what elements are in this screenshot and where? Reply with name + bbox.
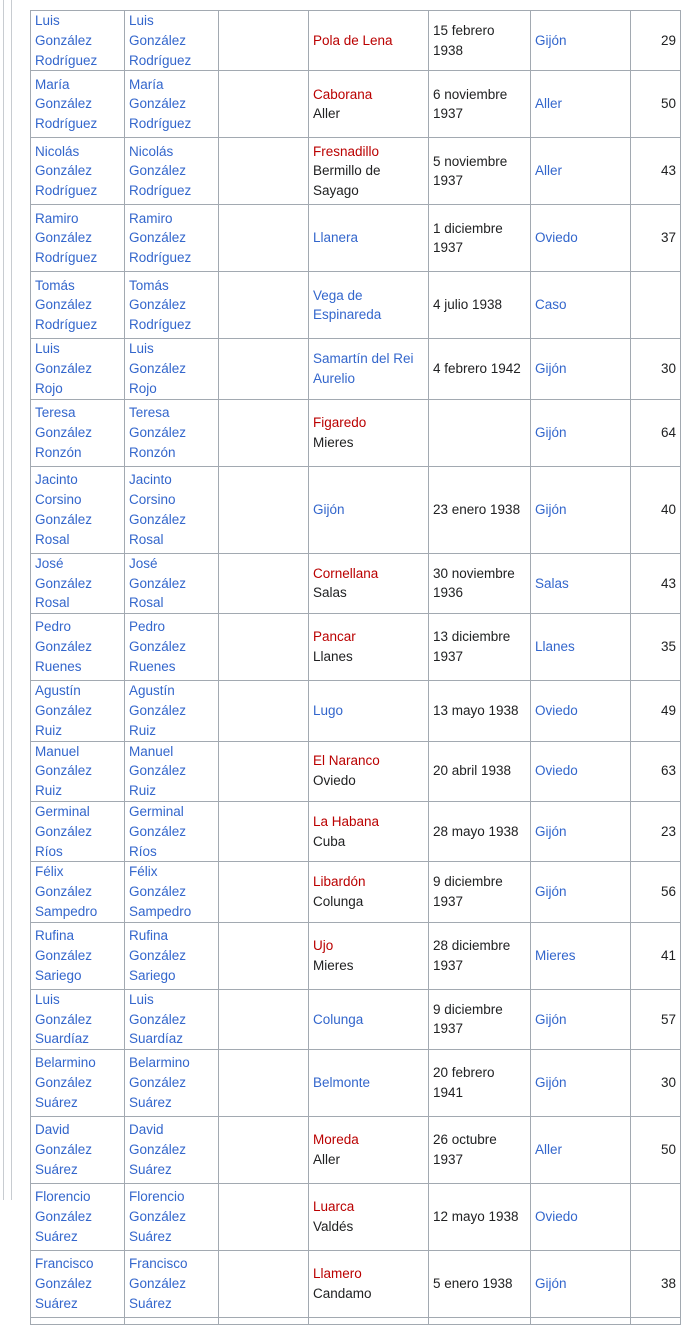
place-sub-link[interactable]: Oviedo <box>313 773 356 789</box>
place-sub-link[interactable]: Aller <box>313 1152 341 1168</box>
council-cell[interactable]: Oviedo <box>531 681 631 741</box>
table-row <box>31 399 681 466</box>
name-cell[interactable]: Félix González Sampedro <box>31 862 125 922</box>
empty-cell <box>219 205 309 272</box>
place-cell[interactable] <box>309 205 429 272</box>
date-cell <box>429 1318 531 1325</box>
age-cell: 50 <box>631 71 681 138</box>
name-cell[interactable]: Tomás González Rodríguez <box>31 272 125 339</box>
place-link[interactable]: Luarca <box>313 1199 355 1215</box>
table-row <box>31 205 681 272</box>
place-link[interactable]: Figaredo <box>313 414 367 430</box>
left-gutter <box>0 0 12 1200</box>
table-row <box>31 989 681 1049</box>
place-cell[interactable] <box>309 138 429 205</box>
alias-cell[interactable]: David González Suárez <box>125 1117 219 1184</box>
age-cell: 43 <box>631 553 681 613</box>
name-cell[interactable]: Germinal González Ríos <box>31 801 125 861</box>
place-link[interactable]: Pancar <box>313 629 356 645</box>
alias-cell[interactable]: Francisco González Suárez <box>125 1251 219 1318</box>
place-link[interactable]: Libardón <box>313 874 366 890</box>
council-cell[interactable]: Salas <box>531 553 631 613</box>
date-cell: 4 febrero 1942 <box>429 339 531 399</box>
council-cell[interactable]: Aller <box>531 138 631 205</box>
table-row <box>31 71 681 138</box>
empty-cell <box>219 339 309 399</box>
place-cell[interactable] <box>309 741 429 801</box>
date-cell: 20 febrero 1941 <box>429 1050 531 1117</box>
place-sub-link[interactable]: Llanes <box>313 649 353 665</box>
alias-cell[interactable]: Luis González Rodríguez <box>125 11 219 71</box>
name-cell[interactable]: Teresa González Ronzón <box>31 399 125 466</box>
table-body <box>31 11 681 1325</box>
date-cell: 20 abril 1938 <box>429 741 531 801</box>
name-cell[interactable]: José González Rosal <box>31 553 125 613</box>
place-cell[interactable] <box>309 553 429 613</box>
table-row <box>31 272 681 339</box>
council-cell[interactable]: Gijón <box>531 466 631 553</box>
age-cell: 49 <box>631 681 681 741</box>
empty-cell <box>219 1050 309 1117</box>
place-sub-link[interactable]: Bermillo de Sayago <box>313 163 381 199</box>
empty-cell <box>219 681 309 741</box>
council-cell[interactable]: Gijón <box>531 1050 631 1117</box>
name-cell[interactable]: Manuel González Ruiz <box>31 741 125 801</box>
table-row <box>31 614 681 681</box>
date-cell: 9 diciembre 1937 <box>429 989 531 1049</box>
empty-cell <box>219 801 309 861</box>
place-sub-link[interactable]: Cuba <box>313 833 346 849</box>
gutter-divider <box>3 0 4 1200</box>
empty-cell <box>219 1251 309 1318</box>
age-cell <box>631 272 681 339</box>
place-link[interactable]: Pola de Lena <box>313 32 393 48</box>
age-cell: 64 <box>631 399 681 466</box>
place-link[interactable]: Colunga <box>313 1011 364 1027</box>
place-link[interactable]: Cornellana <box>313 565 379 581</box>
council-cell[interactable]: Caso <box>531 272 631 339</box>
place-cell[interactable] <box>309 11 429 71</box>
alias-cell[interactable]: Tomás González Rodríguez <box>125 272 219 339</box>
empty-cell <box>219 989 309 1049</box>
table-row <box>31 801 681 861</box>
place-cell[interactable] <box>309 339 429 399</box>
place-cell[interactable] <box>309 681 429 741</box>
place-cell[interactable] <box>309 614 429 681</box>
name-cell[interactable]: Luis González Suardíaz <box>31 989 125 1049</box>
table-row <box>31 1050 681 1117</box>
alias-cell[interactable]: Luis González Rojo <box>125 339 219 399</box>
place-cell[interactable] <box>309 922 429 989</box>
council-cell[interactable]: Aller <box>531 71 631 138</box>
age-cell: 38 <box>631 1251 681 1318</box>
council-cell[interactable]: Oviedo <box>531 205 631 272</box>
empty-cell <box>219 1117 309 1184</box>
name-cell[interactable]: María González Rodríguez <box>31 71 125 138</box>
date-cell: 1 diciembre 1937 <box>429 205 531 272</box>
date-cell: 15 febrero 1938 <box>429 11 531 71</box>
age-cell: 50 <box>631 1117 681 1184</box>
date-cell: 13 diciembre 1937 <box>429 614 531 681</box>
place-link[interactable]: Belmonte <box>313 1075 371 1091</box>
alias-cell[interactable]: Agustín González Ruiz <box>125 681 219 741</box>
place-link[interactable]: Gijón <box>313 501 345 517</box>
alias-cell[interactable]: Jacinto Corsino González Rosal <box>125 466 219 553</box>
alias-cell[interactable]: Florencio González Suárez <box>125 1184 219 1251</box>
place-sub-link[interactable]: Colunga <box>313 894 364 910</box>
place-cell[interactable] <box>309 801 429 861</box>
place-cell[interactable] <box>309 272 429 339</box>
date-cell: 12 mayo 1938 <box>429 1184 531 1251</box>
council-cell[interactable]: Gijón <box>531 989 631 1049</box>
table-row <box>31 1184 681 1251</box>
empty-cell <box>219 399 309 466</box>
alias-cell[interactable]: José González Rosal <box>125 553 219 613</box>
place-cell[interactable] <box>309 1050 429 1117</box>
place-link[interactable]: Fresnadillo <box>313 143 380 159</box>
council-cell[interactable]: Llanes <box>531 614 631 681</box>
name-cell[interactable]: Rufina González Sariego <box>31 922 125 989</box>
table-row <box>31 1251 681 1318</box>
name-cell[interactable]: David González Suárez <box>31 1117 125 1184</box>
place-cell[interactable] <box>309 989 429 1049</box>
empty-cell <box>219 272 309 339</box>
table-row <box>31 553 681 613</box>
place-link[interactable]: Ujo <box>313 937 334 953</box>
place-sub-link[interactable]: Mieres <box>313 434 354 450</box>
date-cell: 28 mayo 1938 <box>429 801 531 861</box>
name-cell[interactable]: Ramiro González Rodríguez <box>31 205 125 272</box>
age-cell: 35 <box>631 614 681 681</box>
place-cell[interactable] <box>309 71 429 138</box>
empty-cell <box>219 466 309 553</box>
table-row <box>31 741 681 801</box>
age-cell: 63 <box>631 741 681 801</box>
empty-cell <box>219 11 309 71</box>
date-cell: 5 enero 1938 <box>429 1251 531 1318</box>
council-cell[interactable]: Gijón <box>531 801 631 861</box>
age-cell: 43 <box>631 138 681 205</box>
name-cell[interactable]: Nicolás González Rodríguez <box>31 138 125 205</box>
table-row <box>31 138 681 205</box>
name-cell <box>31 1318 125 1325</box>
council-cell[interactable]: Gijón <box>531 399 631 466</box>
age-cell: 41 <box>631 922 681 989</box>
place-link[interactable]: Llamero <box>313 1266 362 1282</box>
place-sub-link[interactable]: Salas <box>313 585 347 601</box>
date-cell: 9 diciembre 1937 <box>429 862 531 922</box>
age-cell: 30 <box>631 1050 681 1117</box>
place-cell[interactable] <box>309 1251 429 1318</box>
council-cell[interactable]: Gijón <box>531 339 631 399</box>
alias-cell[interactable]: Belarmino González Suárez <box>125 1050 219 1117</box>
place-sub-link[interactable]: Aller <box>313 106 341 122</box>
date-cell: 13 mayo 1938 <box>429 681 531 741</box>
date-cell: 5 noviembre 1937 <box>429 138 531 205</box>
age-cell <box>631 1184 681 1251</box>
place-link[interactable]: La Habana <box>313 813 380 829</box>
place-link[interactable]: Lugo <box>313 702 344 718</box>
empty-cell <box>219 138 309 205</box>
empty-cell <box>219 862 309 922</box>
alias-cell <box>125 1318 219 1325</box>
council-cell[interactable]: Mieres <box>531 922 631 989</box>
name-cell[interactable]: Luis González Rojo <box>31 339 125 399</box>
age-cell <box>631 1318 681 1325</box>
name-cell[interactable]: Florencio González Suárez <box>31 1184 125 1251</box>
place-cell <box>309 1318 429 1325</box>
place-link[interactable]: Samartín del Rei Aurelio <box>313 351 414 387</box>
council-cell[interactable]: Gijón <box>531 1251 631 1318</box>
alias-cell[interactable]: Manuel González Ruiz <box>125 741 219 801</box>
council-cell[interactable]: Oviedo <box>531 741 631 801</box>
place-cell[interactable] <box>309 399 429 466</box>
age-cell: 37 <box>631 205 681 272</box>
table-row-partial <box>31 1318 681 1325</box>
name-cell[interactable]: Francisco González Suárez <box>31 1251 125 1318</box>
alias-cell[interactable]: Nicolás González Rodríguez <box>125 138 219 205</box>
empty-cell <box>219 741 309 801</box>
alias-cell[interactable]: Ramiro González Rodríguez <box>125 205 219 272</box>
alias-cell[interactable]: Germinal González Ríos <box>125 801 219 861</box>
empty-cell <box>219 71 309 138</box>
date-cell: 23 enero 1938 <box>429 466 531 553</box>
date-cell: 6 noviembre 1937 <box>429 71 531 138</box>
age-cell: 29 <box>631 11 681 71</box>
empty-cell <box>219 922 309 989</box>
table-row <box>31 11 681 71</box>
age-cell: 57 <box>631 989 681 1049</box>
table-row <box>31 1117 681 1184</box>
place-link[interactable]: Caborana <box>313 86 373 102</box>
table-row <box>31 339 681 399</box>
place-cell[interactable] <box>309 466 429 553</box>
name-cell[interactable]: Agustín González Ruiz <box>31 681 125 741</box>
name-cell[interactable]: Pedro González Ruenes <box>31 614 125 681</box>
date-cell <box>429 399 531 466</box>
place-sub-link[interactable]: Valdés <box>313 1219 354 1235</box>
date-cell: 30 noviembre 1936 <box>429 553 531 613</box>
table-row <box>31 681 681 741</box>
empty-cell <box>219 614 309 681</box>
council-cell[interactable]: Gijón <box>531 11 631 71</box>
place-cell[interactable] <box>309 1184 429 1251</box>
council-cell[interactable]: Gijón <box>531 862 631 922</box>
table-row <box>31 862 681 922</box>
alias-cell[interactable]: Luis González Suardíaz <box>125 989 219 1049</box>
place-cell[interactable] <box>309 862 429 922</box>
age-cell: 23 <box>631 801 681 861</box>
place-sub-link[interactable]: Mieres <box>313 957 354 973</box>
place-link[interactable]: Llanera <box>313 230 359 246</box>
date-cell: 26 octubre 1937 <box>429 1117 531 1184</box>
council-cell <box>531 1318 631 1325</box>
alias-cell[interactable]: Félix González Sampedro <box>125 862 219 922</box>
place-cell[interactable] <box>309 1117 429 1184</box>
place-link[interactable]: Moreda <box>313 1132 359 1148</box>
alias-cell[interactable]: Pedro González Ruenes <box>125 614 219 681</box>
alias-cell[interactable]: Rufina González Sariego <box>125 922 219 989</box>
name-cell[interactable]: Jacinto Corsino González Rosal <box>31 466 125 553</box>
empty-cell <box>219 553 309 613</box>
alias-cell[interactable]: Teresa González Ronzón <box>125 399 219 466</box>
empty-cell <box>219 1318 309 1325</box>
council-cell[interactable]: Aller <box>531 1117 631 1184</box>
table-row <box>31 922 681 989</box>
name-cell[interactable]: Belarmino González Suárez <box>31 1050 125 1117</box>
place-link[interactable]: Vega de Espinareda <box>313 287 382 323</box>
age-cell: 40 <box>631 466 681 553</box>
date-cell: 4 julio 1938 <box>429 272 531 339</box>
date-cell: 28 diciembre 1937 <box>429 922 531 989</box>
name-cell[interactable]: Luis González Rodríguez <box>31 11 125 71</box>
place-link[interactable]: El Naranco <box>313 753 380 769</box>
empty-cell <box>219 1184 309 1251</box>
council-cell[interactable]: Oviedo <box>531 1184 631 1251</box>
age-cell: 30 <box>631 339 681 399</box>
place-sub-link[interactable]: Candamo <box>313 1286 372 1302</box>
alias-cell[interactable]: María González Rodríguez <box>125 71 219 138</box>
victims-table <box>30 10 681 1325</box>
age-cell: 56 <box>631 862 681 922</box>
table-row <box>31 466 681 553</box>
